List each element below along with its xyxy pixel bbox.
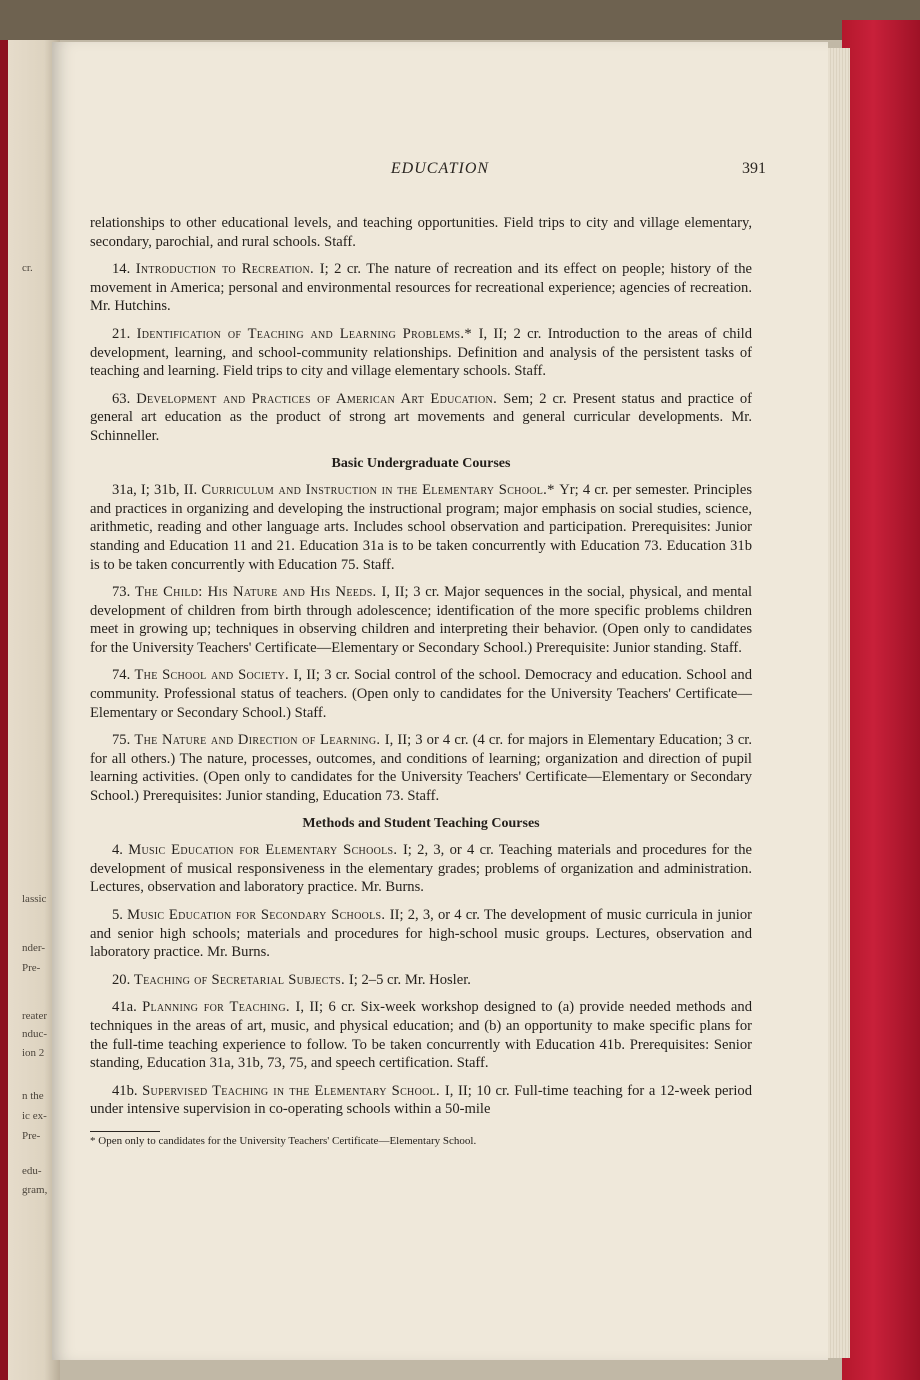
course-title: Supervised Teaching in the Elementary School. <box>142 1082 445 1099</box>
previous-page-fragment: ion 2 <box>22 1047 45 1059</box>
course-description: Sem; 2 cr. Present status and practice of general art education as the product of strong art movements and general curricular developments. Mr. Schinneller. <box>90 390 753 444</box>
footnote-rule <box>90 1131 160 1132</box>
previous-page-fragment: Pre- <box>22 1130 41 1142</box>
course-title: The Nature and Direction of Learning. <box>134 732 385 749</box>
page-body <box>90 214 752 1148</box>
course-number: 41b. <box>112 1082 143 1099</box>
course-title: Introduction to Recreation. <box>135 261 320 278</box>
course-description: I, II; 2 cr. Introduction to the areas of child development, learning, and school-community relationships. Definition and analysis of the persistent tasks of teaching and learning. Field trips to city and village elementary schools. Staff. <box>90 325 752 380</box>
previous-page-fragment: nder- <box>22 942 45 954</box>
section-heading-methods: Methods and Student Teaching Courses <box>302 815 540 831</box>
course-entry <box>90 260 752 316</box>
course-description: Yr; 4 cr. per semester. Principles and practices in organizing and developing the instructional program; major emphasis on social studies, science, arithmetic, reading and other language arts. Includes school observation and participation. Prerequisites: Junior standing and Education 11 and 21. Education 31a is to be taken concurrently with Education 73. Education 31b is to be taken concurrently with Education 75. Staff. <box>90 482 753 573</box>
previous-page-fragment: ic ex- <box>22 1110 47 1122</box>
course-number: 73. <box>112 584 135 601</box>
course-description: I, II; 6 cr. Six-week workshop designed to (a) provide needed methods and techniques in the areas of art, music, and physical education; and (b) an opportunity to make specific plans for the full-time teaching experience to follow. To be taken concurrently with Education 41b. Prerequisites: Senior standing, Education 31a, 31b, 73, 75, and speech certification. Staff. <box>90 999 752 1072</box>
book-top-edge <box>0 0 920 40</box>
course-title: Curriculum and Instruction in the Elementary School.* <box>201 482 560 499</box>
page-number: 391 <box>742 160 766 177</box>
course-description: I, II; 3 cr. Social control of the school. Democracy and education. School and community. Professional status of teachers. (Open only to candidates for the University Teachers' Certificate—Elementary or Secondary School.) Staff. <box>90 667 752 721</box>
course-title: The School and Society. <box>134 667 294 684</box>
course-title: Teaching of Secretarial Subjects. <box>133 971 349 988</box>
previous-page-fragment: cr. <box>22 262 33 274</box>
course-description: I, II; 3 or 4 cr. (4 cr. for majors in Elementary Education; 3 cr. for all others.) The nature, processes, outcomes, and conditions of learning; organization and direction of pupil learning activities. (Open only to candidates for the University Teachers' Certificate—Elementary or Secondary School.) Prerequisites: Junior standing, Education 73. Staff. <box>90 732 752 805</box>
course-title: The Child: His Nature and His Needs. <box>134 584 382 601</box>
course-number: 75. <box>112 732 135 749</box>
section-heading-basic: Basic Undergraduate Courses <box>331 455 511 471</box>
course-number: 31a, I; 31b, II. <box>112 482 202 499</box>
course-description: I; 2, 3, or 4 cr. Teaching materials and procedures for the development of musical responsiveness in the elementary grades; problems of organization and administration. Lectures, observation and laboratory practice. Mr. Burns. <box>90 842 752 896</box>
course-title: Music Education for Elementary Schools. <box>128 842 403 859</box>
previous-page-fragment: edu- <box>22 1165 42 1177</box>
page-title: EDUCATION <box>390 160 490 177</box>
previous-page-fragment: n the <box>22 1090 44 1102</box>
course-number: 14. <box>112 261 136 278</box>
previous-page-fragment: nduc- <box>22 1028 48 1040</box>
course-entry <box>90 390 752 446</box>
course-entry <box>90 666 752 722</box>
course-entry <box>90 583 752 657</box>
course-description: I, II; 10 cr. Full-time teaching for a 12-week period under intensive supervision in co-operating schools within a 50-mile <box>90 1082 753 1118</box>
course-description: I; 2–5 cr. Mr. Hosler. <box>348 971 471 988</box>
section-basic-courses <box>90 481 752 806</box>
previous-page-fragment: Pre- <box>22 962 41 974</box>
intro-paragraphs <box>90 214 752 446</box>
section-methods-courses <box>90 841 752 1119</box>
course-entry <box>90 1082 752 1119</box>
course-entry <box>90 841 752 897</box>
course-description: II; 2, 3, or 4 cr. The development of music curricula in junior and senior high schools; materials and procedures for high-school music groups. Lectures, observation and laboratory practice. Mr. Burns. <box>90 907 753 961</box>
course-entry <box>90 481 752 574</box>
left-cover-edge <box>0 40 8 1380</box>
course-title: Music Education for Secondary Schools. <box>127 907 390 923</box>
course-title: Identification of Teaching and Learning Problems.* <box>136 325 479 342</box>
course-title: Planning for Teaching. <box>142 999 296 1016</box>
course-entry <box>90 731 752 805</box>
course-entry <box>90 325 752 381</box>
course-description: I, II; 3 cr. Major sequences in the social, physical, and mental development of children from birth through adolescence; identification of the more specific problems children meet in growing up; techniques in observing children and interpreting their behavior. (Open only to candidates for the University Teachers' Certificate—Elementary or Secondary School.) Prerequisite: Junior standing. Staff. <box>90 584 753 656</box>
book-page <box>52 42 828 1360</box>
course-entry <box>90 971 752 990</box>
course-description: I; 2 cr. The nature of recreation and its effect on people; history of the movement in America; personal and environmental resources for recreational experience; agencies of recreation. Mr. Hutchins. <box>90 261 752 315</box>
previous-page-fragment: reater <box>22 1010 48 1022</box>
footnote: * Open only to candidates for the University Teachers' Certificate—Elementary School. <box>90 1134 477 1147</box>
course-number: 21. <box>112 325 137 342</box>
course-entry <box>90 906 752 962</box>
course-number: 74. <box>112 667 135 684</box>
previous-page-fragment: lassic <box>22 893 47 905</box>
course-number: 63. <box>112 390 137 407</box>
course-title: Development and Practices of American Art Education. <box>136 390 504 407</box>
course-number: 4. <box>112 842 129 859</box>
running-head <box>52 160 828 184</box>
course-number: 5. <box>112 907 128 923</box>
course-number: 20. <box>112 971 134 988</box>
course-entry <box>90 214 752 251</box>
course-entry <box>90 998 752 1072</box>
course-description: relationships to other educational levels, and teaching opportunities. Field trips to city and village elementary, secondary, parochial, and rural schools. Staff. <box>90 215 752 250</box>
previous-page-fragment: gram, <box>22 1184 48 1196</box>
course-number: 41a. <box>112 999 143 1016</box>
right-red-cover <box>842 20 920 1380</box>
